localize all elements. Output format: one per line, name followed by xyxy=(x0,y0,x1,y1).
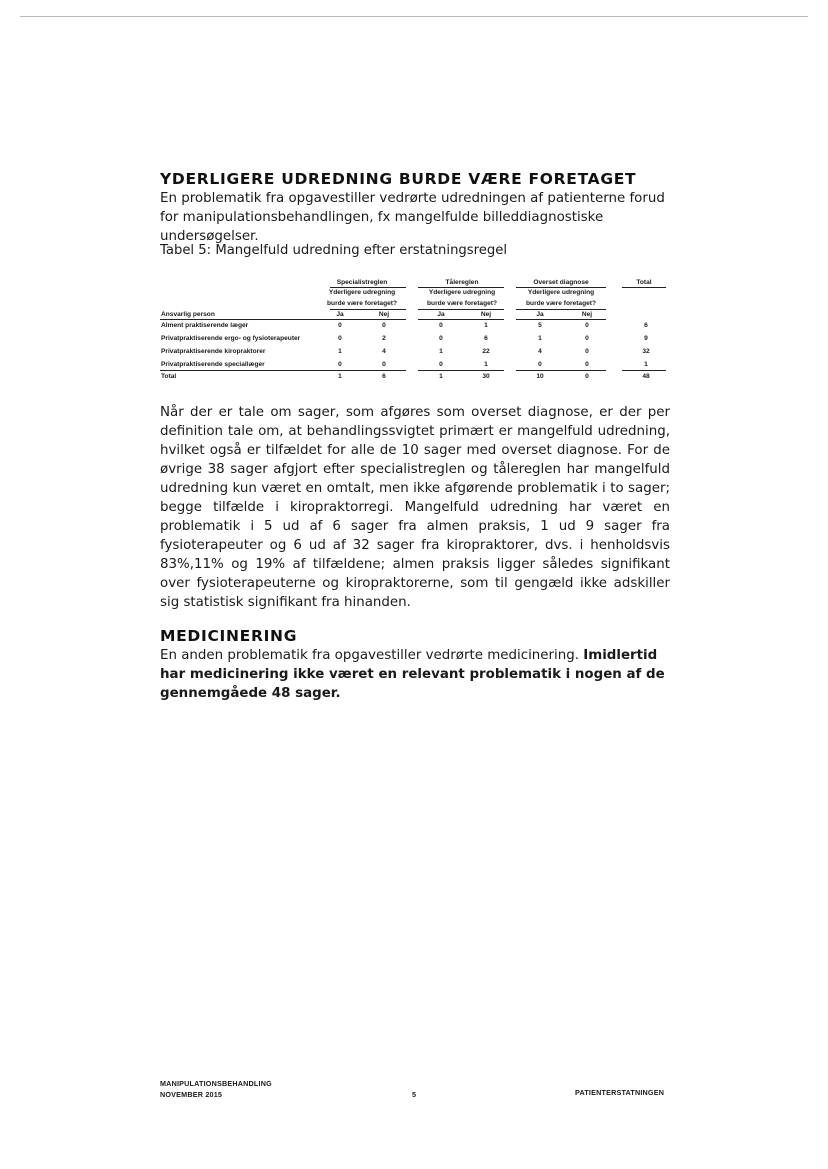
footer-date: NOVEMBER 2015 xyxy=(160,1090,223,1099)
cell: 0 xyxy=(585,348,589,355)
table-caption: Tabel 5: Mangelfuld udredning efter erstatningsregel xyxy=(160,243,508,258)
row-label: Privatpraktiserende kiropraktorer xyxy=(161,348,266,355)
cell-total: 9 xyxy=(644,335,648,342)
col-ja: Ja xyxy=(536,311,544,318)
cell: 22 xyxy=(482,348,490,355)
header-rule xyxy=(20,16,808,17)
group-rule xyxy=(330,287,406,288)
group-header-specialist: Specialistreglen xyxy=(336,279,388,286)
row-rule xyxy=(516,370,606,371)
total-row-label: Total xyxy=(161,373,177,380)
group-rule xyxy=(418,309,504,310)
cell: 0 xyxy=(439,335,443,342)
cell: 5 xyxy=(538,322,542,329)
cell-total: 1 xyxy=(644,361,648,368)
cell: 0 xyxy=(338,322,342,329)
total-cell: 1 xyxy=(338,373,342,380)
group-sub2: burde være foretaget? xyxy=(427,300,497,307)
cell: 1 xyxy=(484,361,488,368)
cell: 0 xyxy=(338,335,342,342)
row-rule xyxy=(622,370,666,371)
cell: 0 xyxy=(439,322,443,329)
cell: 0 xyxy=(439,361,443,368)
row-header: Ansvarlig person xyxy=(161,311,215,318)
cell: 0 xyxy=(538,361,542,368)
footer-doc-title: MANIPULATIONSBEHANDLING xyxy=(160,1079,272,1088)
group-header-overset: Overset diagnose xyxy=(533,279,589,286)
row-rule xyxy=(160,370,406,371)
row-label: Privatpraktiserende ergo- og fysioterapeuter xyxy=(161,335,301,342)
cell: 0 xyxy=(585,322,589,329)
total-cell: 30 xyxy=(482,373,490,380)
col-nej: Nej xyxy=(581,311,593,318)
group-sub1: Yderligere udregning xyxy=(527,289,595,296)
footer-publisher: PATIENTERSTATNINGEN xyxy=(575,1088,665,1097)
group-sub1: Yderligere udregning xyxy=(328,289,396,296)
header-rule xyxy=(160,319,406,320)
section-title-medicinering: MEDICINERING xyxy=(160,627,298,645)
cell: 4 xyxy=(382,348,386,355)
total-cell-grand: 48 xyxy=(642,373,650,380)
udredning-table xyxy=(160,275,670,385)
group-rule xyxy=(622,287,666,288)
cell: 0 xyxy=(382,322,386,329)
cell-total: 6 xyxy=(644,322,648,329)
row-label: Alment praktiserende læger xyxy=(161,322,249,329)
medicinering-text: En anden problematik fra opgavestiller vedrørte medicinering. xyxy=(160,648,579,663)
total-cell: 10 xyxy=(536,373,544,380)
header-rule xyxy=(516,319,606,320)
cell: 1 xyxy=(538,335,542,342)
cell: 2 xyxy=(382,335,386,342)
group-rule xyxy=(516,309,606,310)
group-sub2: burde være foretaget? xyxy=(526,300,596,307)
cell: 0 xyxy=(585,361,589,368)
group-rule xyxy=(330,309,406,310)
col-ja: Ja xyxy=(437,311,445,318)
cell: 0 xyxy=(585,335,589,342)
header-rule xyxy=(418,319,504,320)
group-header-taale: Tålereglen xyxy=(445,279,479,286)
group-sub2: burde være foretaget? xyxy=(327,300,397,307)
cell: 1 xyxy=(338,348,342,355)
group-rule xyxy=(516,287,606,288)
group-rule xyxy=(418,287,504,288)
page-number: 5 xyxy=(412,1090,417,1099)
cell-total: 32 xyxy=(642,348,650,355)
group-sub1: Yderligere udregning xyxy=(428,289,496,296)
cell: 1 xyxy=(484,322,488,329)
total-cell: 6 xyxy=(382,373,386,380)
cell: 1 xyxy=(439,348,443,355)
total-cell: 0 xyxy=(585,373,589,380)
medicinering-paragraph xyxy=(160,646,670,703)
col-nej: Nej xyxy=(378,311,390,318)
total-header: Total xyxy=(636,279,652,286)
medicinering-bold-text: Imidlertid har medicinering ikke været en relevant problematik i nogen af de gennemgåede 48 sager. xyxy=(160,648,665,701)
col-nej: Nej xyxy=(480,311,492,318)
cell: 0 xyxy=(338,361,342,368)
cell: 4 xyxy=(538,348,542,355)
cell: 0 xyxy=(382,361,386,368)
row-rule xyxy=(418,370,504,371)
section-title-udredning: YDERLIGERE UDREDNING BURDE VÆRE FORETAGET xyxy=(160,170,637,188)
total-cell: 1 xyxy=(439,373,443,380)
row-label: Privatpraktiserende speciallæger xyxy=(161,361,265,368)
col-ja: Ja xyxy=(336,311,344,318)
cell: 6 xyxy=(484,335,488,342)
section-intro: En problematik fra opgavestiller vedrørte udredningen af patienterne forud for manipulationsbehandlingen, fx mangelfulde billeddiagnostiske undersøgelser. xyxy=(160,191,665,244)
section-body: Når der er tale om sager, som afgøres som overset diagnose, er der per definition tale om, at behandlingssvigtet primært er mangelfuld udredning, hvilket også er tilfældet for alle de 10 sager med overset diagnose. For de øvrige 38 sager afgjort efter specialistreglen og tålereglen har mangelfuld udredning kun været en omtalt, men ikke afgørende problematik i to sager; begge tilfælde i kiropraktorregi. Mangelfuld udredning har været en problematik i 5 ud af 6 sager fra almen praksis, 1 ud 9 sager fra fysioterapeuter og 6 ud af 32 sager fra kiropraktorer, dvs. i henholdsvis 83%,11% og 19% af tilfældene; almen praksis ligger således signifikant over fysioterapeuterne og kiropraktorerne, som til gengæld ikke adskiller sig statistisk signifikant fra hinanden. xyxy=(160,405,670,610)
